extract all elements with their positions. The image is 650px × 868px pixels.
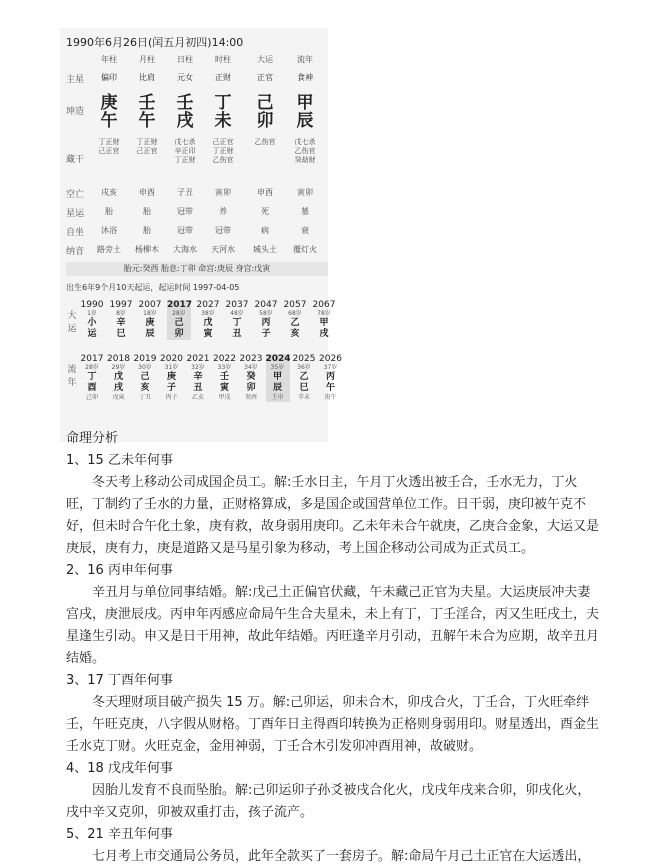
liunian-age: 31岁 bbox=[164, 364, 179, 371]
dayun-ganzhi: 己 bbox=[174, 318, 184, 328]
dayun-ganzhi: 卯 bbox=[174, 329, 184, 339]
section-heading: 1、15 乙未年何事 bbox=[66, 453, 173, 468]
liunian-ganzhi: 酉 bbox=[87, 383, 97, 393]
canggan-item: 乙伤官 bbox=[294, 147, 316, 155]
liunian-ganzhi: 卯 bbox=[246, 383, 256, 393]
chart-header: 1990年6月26日(闰五月初四)14:00 bbox=[66, 36, 244, 49]
attr-row-label: 星运 bbox=[66, 209, 85, 219]
dayun-label-char: 运 bbox=[67, 324, 77, 334]
dizhi-cell: 未 bbox=[214, 111, 232, 131]
tiangan-cell: 庚 bbox=[100, 93, 118, 113]
column-header: 年柱 bbox=[101, 55, 117, 64]
canggan-item: 丁正财 bbox=[136, 138, 158, 146]
canggan-cell bbox=[168, 138, 202, 165]
liunian-ganzhi: 壬 bbox=[219, 372, 229, 382]
liunian-age: 32岁 bbox=[191, 364, 205, 371]
section-heading: 5、21 辛丑年何事 bbox=[66, 827, 173, 842]
dayun-age: 68岁 bbox=[288, 310, 302, 317]
column-header: 时柱 bbox=[215, 55, 231, 64]
dayun-column bbox=[109, 300, 133, 340]
liunian-age: 37岁 bbox=[323, 364, 338, 371]
tiangan-cell: 丁 bbox=[214, 93, 232, 113]
liunian-ganzhi: 午 bbox=[325, 383, 335, 393]
liunian-ganzhi: 己 bbox=[140, 372, 150, 382]
liunian-sub: 丙子 bbox=[165, 394, 178, 401]
liunian-column bbox=[239, 354, 263, 402]
liunian-ganzhi: 甲 bbox=[272, 372, 282, 382]
analysis-title: 命理分析 bbox=[66, 431, 119, 446]
zhuxing-cell: 偏印 bbox=[101, 73, 117, 82]
qiyun-line: 出生6年9个月10天起运，起运时间 1997-04-05 bbox=[66, 283, 240, 292]
canggan-item: 己正官 bbox=[98, 147, 120, 155]
dayun-age: 78岁 bbox=[317, 310, 331, 317]
liunian-sub: 丁丑 bbox=[138, 394, 151, 401]
attr-cell: 胎 bbox=[105, 207, 113, 216]
dizhi-cell: 戌 bbox=[176, 111, 194, 131]
liunian-ganzhi: 乙 bbox=[299, 372, 309, 382]
liunian-ganzhi: 巳 bbox=[299, 383, 309, 393]
dayun-ganzhi: 甲 bbox=[319, 318, 329, 328]
column-header: 月柱 bbox=[139, 55, 155, 64]
liunian-column bbox=[186, 354, 210, 402]
dayun-ganzhi: 乙 bbox=[290, 318, 300, 328]
canggan-item: 乙伤官 bbox=[254, 138, 276, 146]
attr-cell: 申酉 bbox=[139, 188, 155, 197]
canggan-cell bbox=[130, 138, 164, 156]
attr-cell: 杨柳木 bbox=[135, 245, 159, 254]
tiangan-cell: 甲 bbox=[296, 93, 314, 113]
liunian-year: 2018 bbox=[107, 354, 130, 364]
analysis-text bbox=[66, 428, 601, 868]
canggan-item: 丁正财 bbox=[212, 147, 234, 155]
canggan-cell bbox=[92, 138, 126, 156]
dayun-column bbox=[225, 300, 249, 340]
section-heading: 3、17 丁酉年何事 bbox=[66, 673, 173, 688]
attr-cell: 大海水 bbox=[173, 245, 197, 254]
canggan-row-label: 藏干 bbox=[66, 155, 85, 165]
canggan-item: 己正官 bbox=[136, 147, 158, 155]
dayun-ganzhi: 辛 bbox=[116, 318, 126, 328]
liunian-year: 2019 bbox=[133, 354, 157, 364]
liunian-ganzhi: 戊 bbox=[113, 372, 123, 382]
attr-cell: 冠带 bbox=[177, 207, 193, 216]
liunian-year: 2026 bbox=[319, 354, 342, 364]
liunian-sub: 甲戌 bbox=[218, 394, 231, 401]
liunian-sub: 辛未 bbox=[297, 394, 310, 401]
attr-cell: 沐浴 bbox=[101, 226, 117, 235]
zhuxing-cell: 食神 bbox=[297, 73, 313, 82]
dayun-ganzhi: 戌 bbox=[319, 329, 329, 339]
attr-row-label: 自坐 bbox=[66, 228, 85, 238]
dayun-label bbox=[66, 310, 78, 336]
zhuxing-row-label: 主星 bbox=[66, 75, 85, 85]
attr-cell: 申酉 bbox=[257, 188, 273, 197]
canggan-cell bbox=[206, 138, 240, 165]
attr-cell: 冠带 bbox=[215, 226, 231, 235]
dayun-column bbox=[196, 300, 220, 340]
liunian-age: 35岁 bbox=[270, 364, 285, 371]
liunian-sub: 癸酉 bbox=[244, 394, 257, 401]
liunian-age: 36岁 bbox=[297, 364, 311, 371]
dayun-age: 28岁 bbox=[172, 310, 186, 317]
dayun-year: 2047 bbox=[254, 300, 278, 310]
liunian-column bbox=[107, 354, 131, 402]
canggan-item: 戊七杀 bbox=[174, 138, 196, 146]
dayun-column bbox=[283, 300, 307, 340]
canggan-item: 戊七杀 bbox=[294, 138, 316, 146]
dayun-age: 18岁 bbox=[143, 310, 157, 317]
liunian-column bbox=[213, 354, 237, 402]
dayun-age: 48岁 bbox=[230, 310, 244, 317]
dayun-column bbox=[138, 300, 162, 340]
gan-row-label: 坤造 bbox=[66, 107, 85, 117]
liunian-age: 34岁 bbox=[244, 364, 258, 371]
dayun-ganzhi: 运 bbox=[87, 329, 97, 339]
liunian-ganzhi: 丙 bbox=[325, 372, 335, 382]
dayun-age: 38岁 bbox=[201, 310, 215, 317]
zhuxing-cell: 比肩 bbox=[139, 73, 155, 82]
attr-cell: 胎 bbox=[143, 226, 151, 235]
attr-cell: 冠带 bbox=[177, 226, 193, 235]
liunian-ganzhi: 子 bbox=[166, 383, 176, 393]
attr-row-label: 纳音 bbox=[66, 247, 85, 257]
dayun-age: 58岁 bbox=[259, 310, 273, 317]
liunian-age: 29岁 bbox=[111, 364, 126, 371]
dayun-column bbox=[167, 300, 191, 340]
dayun-age: 8岁 bbox=[116, 310, 126, 317]
canggan-item: 丁正财 bbox=[174, 156, 196, 164]
dayun-ganzhi: 丁 bbox=[232, 318, 242, 328]
dayun-column bbox=[312, 300, 336, 340]
liunian-column bbox=[319, 354, 343, 402]
canggan-item: 己正官 bbox=[212, 138, 234, 146]
dayun-ganzhi: 巳 bbox=[116, 329, 126, 339]
dayun-ganzhi: 寅 bbox=[203, 329, 213, 339]
dayun-year: 2007 bbox=[138, 300, 162, 310]
attr-cell: 路旁土 bbox=[97, 245, 121, 254]
attr-cell: 胎 bbox=[143, 207, 151, 216]
liunian-ganzhi: 亥 bbox=[140, 383, 150, 393]
attr-cell: 子丑 bbox=[177, 188, 193, 197]
liunian-year: 2021 bbox=[186, 354, 210, 364]
attr-cell: 衰 bbox=[301, 226, 309, 235]
dayun-column bbox=[80, 300, 104, 340]
liunian-sub: 壬申 bbox=[271, 394, 284, 401]
section-heading: 2、16 丙申年何事 bbox=[66, 563, 173, 578]
attr-cell: 病 bbox=[261, 226, 269, 235]
liunian-year: 2025 bbox=[292, 354, 316, 364]
tiangan-cell: 己 bbox=[256, 93, 274, 113]
canggan-item: 癸劫财 bbox=[294, 156, 316, 164]
liunian-age: 33岁 bbox=[217, 364, 232, 371]
section-body: 辛丑月与单位同事结婚。解:戊己土正偏官伏藏，午未藏己正官为夫星。大运庚辰冲夫妻宫戌，庚泄辰戌。丙申年丙感应命局午生合夫星未，未上有丁，丁壬淫合，丙又生旺戌土，夫星逢生引动。申又是日干用神，故此年结婚。丙旺逢辛月引动，丑解午未合为应期，故辛丑月结婚。 bbox=[66, 585, 600, 666]
liunian-ganzhi: 丁 bbox=[87, 372, 97, 382]
attr-cell: 死 bbox=[261, 207, 269, 216]
attr-cell: 墓 bbox=[301, 207, 309, 216]
liunian-year: 2022 bbox=[213, 354, 236, 364]
liunian-ganzhi: 寅 bbox=[219, 383, 229, 393]
dayun-age: 1岁 bbox=[87, 310, 97, 317]
liunian-ganzhi: 辰 bbox=[272, 383, 282, 393]
dayun-column bbox=[254, 300, 278, 340]
liunian-label-char: 流 bbox=[67, 365, 77, 375]
tiangan-cell: 壬 bbox=[138, 93, 156, 113]
attr-cell: 寅卯 bbox=[297, 188, 313, 197]
analysis-sections bbox=[66, 450, 601, 868]
liunian-column bbox=[292, 354, 316, 402]
zhuxing-cell: 元女 bbox=[177, 73, 193, 82]
dayun-year: 2067 bbox=[312, 300, 336, 310]
zhuxing-cell: 正官 bbox=[257, 73, 273, 82]
taiyuan-line: 胎元:癸酉 胎息:丁卯 命宫:庚辰 身宫:戊寅 bbox=[66, 262, 328, 276]
liunian-age: 28岁 bbox=[85, 364, 99, 371]
liunian-column bbox=[266, 354, 290, 402]
liunian-label bbox=[66, 364, 78, 390]
liunian-ganzhi: 庚 bbox=[166, 372, 176, 382]
column-header: 日柱 bbox=[177, 55, 193, 64]
liunian-column bbox=[80, 354, 104, 402]
attr-cell: 养 bbox=[219, 207, 227, 216]
liunian-ganzhi: 癸 bbox=[246, 372, 256, 382]
tiangan-cell: 壬 bbox=[176, 93, 194, 113]
liunian-ganzhi: 丑 bbox=[193, 383, 203, 393]
liunian-column bbox=[160, 354, 184, 402]
liunian-sub: 庚午 bbox=[324, 394, 337, 401]
attr-cell: 城头土 bbox=[253, 245, 277, 254]
dayun-ganzhi: 丑 bbox=[232, 329, 242, 339]
liunian-year: 2017 bbox=[80, 354, 104, 364]
canggan-item: 乙伤官 bbox=[212, 156, 234, 164]
attr-cell: 戌亥 bbox=[101, 188, 117, 197]
liunian-year: 2024 bbox=[265, 354, 291, 364]
section-body: 冬天考上移动公司成国企员工。解:壬水日主，午月丁火透出被壬合，壬水无力，丁火旺，丁制约了壬水的力量，正财格算成，多是国企或国营单位工作。日干弱，庚印被午克不好，但未时合午化土象，庚有救，故身弱用庚印。乙未年未合午就庚，乙庚合金象，大运又是庚辰，庚有力，庚是道路又是马星引象为移动，考上国企移动公司成为正式员工。 bbox=[66, 475, 600, 556]
section-body: 因胎儿发育不良而坠胎。解:己卯运卯子孙爻被戌合化火，戊戌年戌来合卯，卯戌化火，戌中辛又克卯，卯被双重打击，孩子流产。 bbox=[66, 783, 591, 820]
dayun-label-char: 大 bbox=[67, 311, 77, 321]
liunian-sub: 戊寅 bbox=[112, 394, 125, 401]
liunian-year: 2020 bbox=[160, 354, 183, 364]
dizhi-cell: 卯 bbox=[256, 111, 274, 131]
canggan-item: 辛正印 bbox=[174, 147, 196, 155]
dayun-year: 2037 bbox=[225, 300, 249, 310]
section-heading: 4、18 戊戌年何事 bbox=[66, 761, 173, 776]
canggan-item: 丁正财 bbox=[98, 138, 120, 146]
liunian-ganzhi: 戌 bbox=[113, 383, 123, 393]
attr-cell: 天河水 bbox=[211, 245, 235, 254]
canggan-cell bbox=[288, 138, 322, 165]
canggan-cell bbox=[248, 138, 282, 147]
dayun-year: 2057 bbox=[283, 300, 307, 310]
section-body: 七月考上市交通局公务员，此年全款买了一套房子。解:命局午月己土正官在大运透出， bbox=[92, 849, 591, 864]
zhuxing-cell: 正财 bbox=[215, 73, 231, 82]
attr-cell: 覆灯火 bbox=[293, 245, 317, 254]
dayun-year: 2027 bbox=[196, 300, 220, 310]
dayun-ganzhi: 亥 bbox=[290, 329, 300, 339]
liunian-label-char: 年 bbox=[67, 378, 77, 388]
liunian-age: 30岁 bbox=[138, 364, 152, 371]
column-header: 大运 bbox=[257, 55, 273, 64]
dayun-year: 1990 bbox=[80, 300, 104, 310]
dayun-ganzhi: 辰 bbox=[145, 329, 155, 339]
dayun-ganzhi: 戊 bbox=[203, 318, 213, 328]
liunian-column bbox=[133, 354, 157, 402]
dizhi-cell: 辰 bbox=[296, 111, 314, 131]
attr-cell: 寅卯 bbox=[215, 188, 231, 197]
dayun-ganzhi: 小 bbox=[87, 318, 97, 328]
dayun-year: 1997 bbox=[109, 300, 133, 310]
liunian-sub: 己卯 bbox=[85, 394, 98, 401]
column-header: 流年 bbox=[297, 55, 313, 64]
liunian-sub: 乙亥 bbox=[191, 394, 204, 401]
liunian-year: 2023 bbox=[239, 354, 263, 364]
dizhi-cell: 午 bbox=[100, 111, 118, 131]
liunian-ganzhi: 辛 bbox=[193, 372, 203, 382]
section-body: 冬天理财项目破产损失 15 万。解:己卯运，卯未合木，卯戌合火，丁壬合，丁火旺牵绊壬，午旺克庚，八字假从财格。丁酉年日主得酉印转换为正格则身弱用印。财星透出，酉金生壬水克丁财。火旺克金，金用神弱，丁壬合木引发卯冲酉用神，故破财。 bbox=[66, 695, 600, 754]
attr-row-label: 空亡 bbox=[66, 190, 85, 200]
dayun-ganzhi: 丙 bbox=[261, 318, 271, 328]
dayun-ganzhi: 子 bbox=[261, 329, 271, 339]
dizhi-cell: 午 bbox=[138, 111, 156, 131]
dayun-year: 2017 bbox=[167, 300, 193, 310]
dayun-ganzhi: 庚 bbox=[145, 318, 155, 328]
